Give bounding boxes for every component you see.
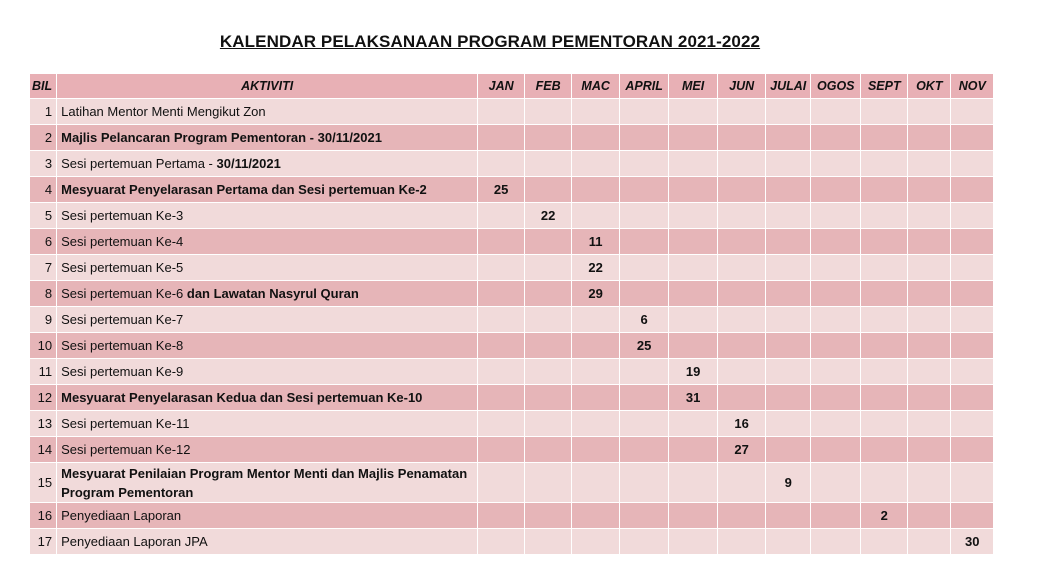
row-number: 16 (30, 503, 57, 529)
month-cell (620, 203, 669, 229)
table-row (30, 385, 994, 411)
row-number: 8 (30, 281, 57, 307)
month-cell (669, 125, 718, 151)
month-cell (620, 385, 669, 411)
table-row (30, 333, 994, 359)
activity-text: Sesi pertemuan Ke-7 (61, 312, 184, 327)
month-cell (861, 307, 908, 333)
activity-cell (57, 99, 478, 125)
month-cell (718, 177, 766, 203)
month-cell (525, 281, 572, 307)
month-cell (951, 255, 994, 281)
month-cell (908, 385, 951, 411)
month-cell (766, 99, 811, 125)
month-cell (861, 177, 908, 203)
month-cell (525, 503, 572, 529)
month-cell (718, 151, 766, 177)
month-cell (718, 307, 766, 333)
month-cell (478, 503, 525, 529)
month-cell: 30 (951, 529, 994, 555)
table-row (30, 359, 994, 385)
month-cell (572, 203, 620, 229)
month-cell (525, 529, 572, 555)
activity-text: Sesi pertemuan Ke-4 (61, 234, 184, 249)
month-cell (861, 151, 908, 177)
month-cell (478, 333, 525, 359)
activity-cell (57, 177, 478, 203)
month-cell (478, 203, 525, 229)
month-cell: 2 (861, 503, 908, 529)
month-cell (951, 307, 994, 333)
header-bil: BIL (30, 74, 57, 99)
month-cell (669, 437, 718, 463)
month-cell (478, 125, 525, 151)
table-row (30, 99, 994, 125)
activity-text-bold: Majlis Pelancaran Program Pementoran - 30/11/2021 (61, 130, 382, 145)
month-cell (669, 281, 718, 307)
month-cell (669, 411, 718, 437)
header-month: FEB (525, 74, 572, 99)
month-cell (620, 99, 669, 125)
month-cell (951, 151, 994, 177)
month-cell (478, 411, 525, 437)
header-month: OGOS (811, 74, 861, 99)
header-month: MAC (572, 74, 620, 99)
month-cell (718, 203, 766, 229)
month-cell (525, 359, 572, 385)
row-number: 15 (30, 463, 57, 503)
month-cell (718, 503, 766, 529)
month-cell (620, 463, 669, 503)
month-cell (669, 503, 718, 529)
month-cell (766, 307, 811, 333)
month-cell (908, 99, 951, 125)
activity-text: Sesi pertemuan Ke-8 (61, 338, 184, 353)
month-cell (478, 255, 525, 281)
month-cell (861, 255, 908, 281)
month-cell (572, 125, 620, 151)
header-month: JUN (718, 74, 766, 99)
month-cell (908, 177, 951, 203)
month-cell (811, 529, 861, 555)
month-cell (669, 529, 718, 555)
month-cell (766, 333, 811, 359)
activity-text: Sesi pertemuan Pertama - (61, 156, 217, 171)
month-cell (669, 229, 718, 255)
month-cell (766, 125, 811, 151)
activity-cell (57, 385, 478, 411)
month-cell: 19 (669, 359, 718, 385)
month-cell (811, 463, 861, 503)
month-cell (908, 229, 951, 255)
row-number: 3 (30, 151, 57, 177)
header-month: JULAI (766, 74, 811, 99)
month-cell (572, 359, 620, 385)
month-cell (811, 385, 861, 411)
month-cell (908, 333, 951, 359)
month-cell (951, 385, 994, 411)
month-cell (766, 529, 811, 555)
month-cell: 27 (718, 437, 766, 463)
row-number: 1 (30, 99, 57, 125)
month-cell (811, 307, 861, 333)
activity-text: Latihan Mentor Menti Mengikut Zon (61, 104, 266, 119)
month-cell (620, 125, 669, 151)
month-cell: 31 (669, 385, 718, 411)
activity-cell (57, 529, 478, 555)
month-cell (861, 463, 908, 503)
row-number: 12 (30, 385, 57, 411)
row-number: 5 (30, 203, 57, 229)
month-cell (718, 463, 766, 503)
month-cell (811, 151, 861, 177)
month-cell (572, 151, 620, 177)
activity-cell (57, 203, 478, 229)
activity-text: Sesi pertemuan Ke-3 (61, 208, 184, 223)
month-cell (572, 307, 620, 333)
month-cell (811, 503, 861, 529)
activity-cell (57, 463, 478, 503)
month-cell (951, 125, 994, 151)
month-cell (951, 437, 994, 463)
month-cell (861, 411, 908, 437)
table-row (30, 503, 994, 529)
row-number: 10 (30, 333, 57, 359)
month-cell (811, 203, 861, 229)
month-cell: 25 (620, 333, 669, 359)
activity-text: Sesi pertemuan Ke-11 (61, 416, 190, 431)
activity-text: Sesi pertemuan Ke-12 (61, 442, 191, 457)
header-row (30, 74, 994, 99)
month-cell (811, 359, 861, 385)
activity-text-bold: Mesyuarat Penyelarasan Pertama dan Sesi pertemuan Ke-2 (61, 182, 427, 197)
month-cell (908, 411, 951, 437)
month-cell (525, 229, 572, 255)
month-cell (718, 125, 766, 151)
month-cell (572, 437, 620, 463)
month-cell (951, 411, 994, 437)
month-cell (718, 385, 766, 411)
month-cell (766, 437, 811, 463)
month-cell (525, 333, 572, 359)
activity-text: Sesi pertemuan Ke-6 (61, 286, 187, 301)
month-cell (525, 125, 572, 151)
month-cell (669, 307, 718, 333)
month-cell (525, 99, 572, 125)
month-cell (669, 333, 718, 359)
month-cell (669, 203, 718, 229)
month-cell: 22 (572, 255, 620, 281)
activity-text: Sesi pertemuan Ke-5 (61, 260, 184, 275)
header-month: JAN (478, 74, 525, 99)
month-cell (525, 385, 572, 411)
table-row (30, 281, 994, 307)
month-cell (811, 333, 861, 359)
month-cell (951, 99, 994, 125)
row-number: 2 (30, 125, 57, 151)
month-cell (478, 229, 525, 255)
month-cell (861, 99, 908, 125)
activity-text: Penyediaan Laporan (61, 508, 182, 523)
table-row (30, 411, 994, 437)
month-cell (478, 385, 525, 411)
month-cell (766, 411, 811, 437)
activity-cell (57, 437, 478, 463)
activity-cell (57, 333, 478, 359)
month-cell (951, 203, 994, 229)
activity-cell (57, 255, 478, 281)
month-cell (766, 203, 811, 229)
month-cell (908, 203, 951, 229)
table-row (30, 125, 994, 151)
month-cell (620, 503, 669, 529)
month-cell (766, 385, 811, 411)
month-cell (766, 151, 811, 177)
row-number: 7 (30, 255, 57, 281)
row-number: 17 (30, 529, 57, 555)
month-cell (861, 437, 908, 463)
month-cell (951, 503, 994, 529)
month-cell (620, 177, 669, 203)
month-cell (525, 307, 572, 333)
month-cell (951, 463, 994, 503)
month-cell (861, 281, 908, 307)
month-cell (525, 463, 572, 503)
month-cell (766, 229, 811, 255)
month-cell (908, 359, 951, 385)
activity-cell (57, 125, 478, 151)
month-cell (525, 411, 572, 437)
month-cell: 9 (766, 463, 811, 503)
month-cell (811, 411, 861, 437)
month-cell (908, 255, 951, 281)
activity-cell (57, 411, 478, 437)
month-cell (620, 281, 669, 307)
month-cell (525, 151, 572, 177)
table-row (30, 177, 994, 203)
month-cell (811, 281, 861, 307)
activity-cell (57, 307, 478, 333)
month-cell (478, 99, 525, 125)
month-cell (620, 229, 669, 255)
activity-text-bold: dan Lawatan Nasyrul Quran (186, 286, 359, 301)
month-cell (718, 529, 766, 555)
activity-cell (57, 281, 478, 307)
month-cell (908, 463, 951, 503)
row-number: 4 (30, 177, 57, 203)
month-cell (572, 411, 620, 437)
month-cell (811, 255, 861, 281)
month-cell (478, 463, 525, 503)
header-month: APRIL (620, 74, 669, 99)
month-cell (478, 529, 525, 555)
month-cell (718, 333, 766, 359)
month-cell (718, 281, 766, 307)
month-cell (951, 177, 994, 203)
activity-text-bold: Mesyuarat Penilaian Program Mentor Menti dan Majlis Penamatan Program Pementoran (61, 465, 468, 500)
activity-text: Sesi pertemuan Ke-9 (61, 364, 184, 379)
month-cell (718, 359, 766, 385)
month-cell: 6 (620, 307, 669, 333)
month-cell: 25 (478, 177, 525, 203)
row-number: 9 (30, 307, 57, 333)
month-cell (811, 437, 861, 463)
activity-cell (57, 503, 478, 529)
month-cell (951, 359, 994, 385)
month-cell (572, 463, 620, 503)
month-cell (572, 333, 620, 359)
row-number: 11 (30, 359, 57, 385)
month-cell (718, 99, 766, 125)
row-number: 14 (30, 437, 57, 463)
month-cell (908, 529, 951, 555)
month-cell (861, 529, 908, 555)
month-cell (766, 281, 811, 307)
month-cell (718, 255, 766, 281)
month-cell (525, 177, 572, 203)
activity-text-bold: Mesyuarat Penyelarasan Kedua dan Sesi pertemuan Ke-10 (61, 390, 423, 405)
month-cell (718, 229, 766, 255)
table-row (30, 463, 994, 503)
month-cell (620, 255, 669, 281)
header-month: MEI (669, 74, 718, 99)
month-cell (766, 177, 811, 203)
month-cell (669, 463, 718, 503)
month-cell (811, 229, 861, 255)
month-cell (572, 385, 620, 411)
month-cell (478, 281, 525, 307)
month-cell (620, 151, 669, 177)
month-cell (861, 385, 908, 411)
month-cell (766, 255, 811, 281)
page-title: KALENDAR PELAKSANAAN PROGRAM PEMENTORAN 2021-2022 (219, 32, 761, 51)
header-aktiviti: AKTIVITI (57, 74, 478, 99)
month-cell (572, 529, 620, 555)
month-cell (478, 359, 525, 385)
month-cell (861, 229, 908, 255)
month-cell (572, 503, 620, 529)
month-cell (525, 255, 572, 281)
activity-cell (57, 359, 478, 385)
month-cell: 22 (525, 203, 572, 229)
activity-cell (57, 229, 478, 255)
month-cell: 29 (572, 281, 620, 307)
month-cell (669, 255, 718, 281)
month-cell (620, 437, 669, 463)
table-row (30, 437, 994, 463)
month-cell (908, 281, 951, 307)
header-month: SEPT (861, 74, 908, 99)
month-cell (951, 333, 994, 359)
month-cell (478, 437, 525, 463)
table-row (30, 255, 994, 281)
month-cell (620, 411, 669, 437)
month-cell (861, 359, 908, 385)
month-cell (669, 177, 718, 203)
month-cell (908, 437, 951, 463)
month-cell (861, 203, 908, 229)
month-cell (572, 177, 620, 203)
month-cell: 11 (572, 229, 620, 255)
month-cell (951, 229, 994, 255)
table-row (30, 151, 994, 177)
month-cell (525, 437, 572, 463)
month-cell (908, 125, 951, 151)
month-cell (951, 281, 994, 307)
month-cell (478, 307, 525, 333)
month-cell (620, 359, 669, 385)
schedule-table (29, 73, 994, 555)
month-cell (908, 503, 951, 529)
table-row (30, 307, 994, 333)
month-cell (478, 151, 525, 177)
table-row (30, 529, 994, 555)
month-cell (811, 99, 861, 125)
month-cell (811, 125, 861, 151)
table-row (30, 203, 994, 229)
month-cell (861, 333, 908, 359)
table-row (30, 229, 994, 255)
activity-text: Penyediaan Laporan JPA (61, 534, 208, 549)
month-cell (861, 125, 908, 151)
month-cell (766, 503, 811, 529)
activity-text-bold: 30/11/2021 (216, 156, 281, 171)
activity-cell (57, 151, 478, 177)
month-cell (766, 359, 811, 385)
row-number: 13 (30, 411, 57, 437)
month-cell (908, 151, 951, 177)
month-cell (908, 307, 951, 333)
header-month: NOV (951, 74, 994, 99)
month-cell (811, 177, 861, 203)
month-cell (620, 529, 669, 555)
row-number: 6 (30, 229, 57, 255)
month-cell (669, 99, 718, 125)
month-cell: 16 (718, 411, 766, 437)
month-cell (572, 99, 620, 125)
month-cell (669, 151, 718, 177)
header-month: OKT (908, 74, 951, 99)
